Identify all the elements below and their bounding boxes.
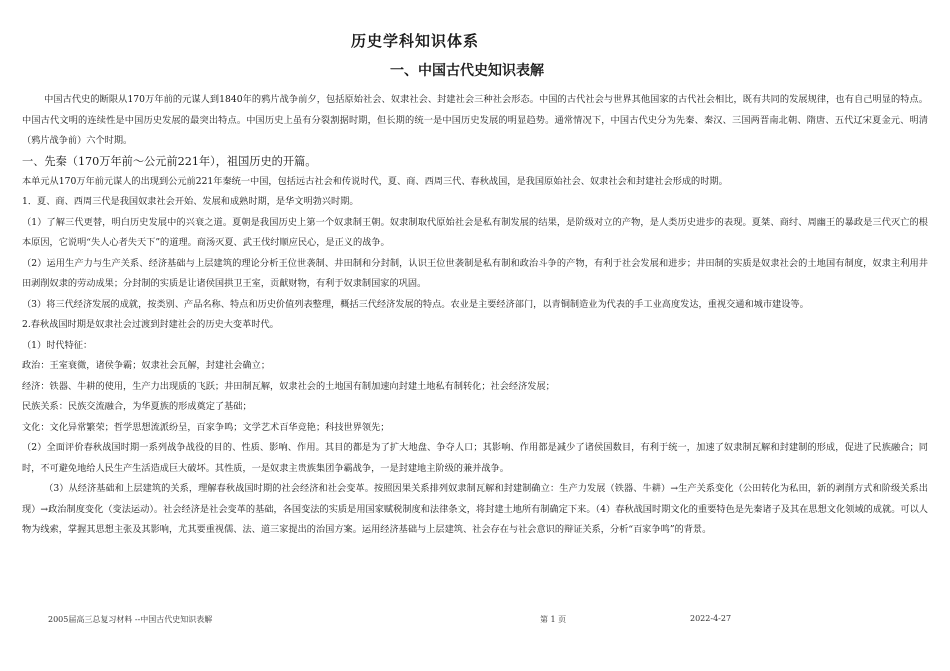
document-title: 历史学科知识体系 [350, 32, 479, 50]
footer-source: 2005届高三总复习材料 --中国古代史知识表解 [48, 615, 213, 624]
body-paragraph: （3）将三代经济发展的成就，按类别、产品名称、特点和历史价值列表整理，概括三代经济发展的特点。农业是主要经济部门，以青铜制造业为代表的手工业高度发达，重视交通和城市建设等。 [22, 298, 809, 310]
footer-date: 2022-4-27 [690, 614, 732, 623]
body-paragraph: 本单元从170万年前元谋人的出现到公元前221年秦统一中国，包括远古社会和传说时代，夏、商、西周三代、春秋战国，是我国原始社会、奴隶社会和封建社会形成的时期。 [22, 175, 728, 187]
footer-page-number: 第 1 页 [540, 615, 567, 624]
body-paragraph: （2）运用生产力与生产关系、经济基础与上层建筑的理论分析王位世袭制、井田制和分封制，认识王位世袭制是私有制和政治斗争的产物，有利于社会发展和进步；井田制的实质是奴隶社会的土地国有制度，奴隶主利用井田剥削奴隶的劳动成果；分封制的实质是让诸侯国拱卫王室，贡献财物，有利于奴隶制国家的巩固。 [22, 257, 928, 289]
unit-heading: 一、先秦（170万年前～公元前221年），祖国历史的开篇。 [22, 154, 317, 168]
body-paragraph: （3）从经济基础和上层建筑的关系，理解春秋战国时期的社会经济和社会变革。按照因果关系排列奴隶制瓦解和封建制确立：生产力发展（铁器、牛耕）→生产关系变化（公田转化为私田，新的剥削方式和阶级关系出现）→政治制度变化（变法运动）。社会经济是社会变革的基础，各国变法的实质是用国家赋税制度和法律条文，将封建土地所有制确定下来。（4）春秋战国时期文化的重要特色是先秦诸子及其在思想文化领域的成就。可以人物为线索，掌握其思想主张及其影响，尤其要重视儒、法、道三家提出的治国方案。运用经济基础与上层建筑、社会存在与社会意识的辩证关系，分析“百家争鸣”的背景。 [22, 483, 928, 535]
body-paragraph: 1．夏、商、西周三代是我国奴隶社会开始、发展和成熟时期，是华文明勃兴时期。 [22, 196, 359, 207]
body-paragraph: （1）了解三代更替，明白历史发展中的兴衰之道。夏朝是我国历史上第一个奴隶制王朝。奴隶制取代原始社会是私有制发展的结果，是阶级对立的产物，是人类历史进步的表现。夏桀、商纣、周幽王的暴政是三代灭亡的根本原因，它说明“失人心者失天下”的道理。商汤灭夏、武王伐纣顺应民心，是正义的战争。 [22, 216, 928, 248]
body-paragraph: 政治：王室衰微，诸侯争霸；奴隶社会瓦解，封建社会确立； [22, 360, 271, 371]
body-paragraph: （1）时代特征： [22, 339, 93, 351]
section-title: 一、中国古代史知识表解 [390, 63, 544, 79]
intro-paragraph: 中国古代史的断限从170万年前的元谋人到1840年的鸦片战争前夕，包括原始社会、奴隶社会、封建社会三种社会形态。中国的古代社会与世界其他国家的古代社会相比，既有共同的发展规律，也有自己明显的特点。中国古代文明的连续性是中国历史发展的最突出特点。中国历史上虽有分裂割据时期，但长期的统一是中国历史发展的明显趋势。通常情况下，中国古代史分为先秦、秦汉、三国两晋南北朝、隋唐、五代辽宋夏金元、明清（鸦片战争前）六个时期。 [22, 94, 928, 146]
document-body [22, 90, 928, 541]
body-paragraph: 经济：铁器、牛耕的使用，生产力出现质的飞跃；井田制瓦解，奴隶社会的土地国有制加速向封建土地私有制转化；社会经济发展； [22, 380, 555, 392]
body-paragraph: 民族关系：民族交流融合，为华夏族的形成奠定了基础； [22, 401, 252, 412]
page-footer [0, 614, 950, 628]
body-paragraph: （2）全面评价春秋战国时期一系列战争战役的目的、性质、影响、作用。其目的都是为了扩大地盘、争夺人口；其影响、作用都是减少了诸侯国数目，有利于统一，加速了奴隶制瓦解和封建制的形成，促进了民族融合；同时，不可避免地给人民生产生活造成巨大破坏。其性质，一是奴隶主贵族集团争霸战争，一是封建地主阶级的兼并战争。 [22, 442, 928, 474]
body-paragraph: 2.春秋战国时期是奴隶社会过渡到封建社会的历史大变革时代。 [22, 319, 279, 330]
body-paragraph: 文化：文化异常繁荣；哲学思想流派纷呈，百家争鸣；文学艺术百华竞艳；科技世界领先； [22, 421, 390, 433]
